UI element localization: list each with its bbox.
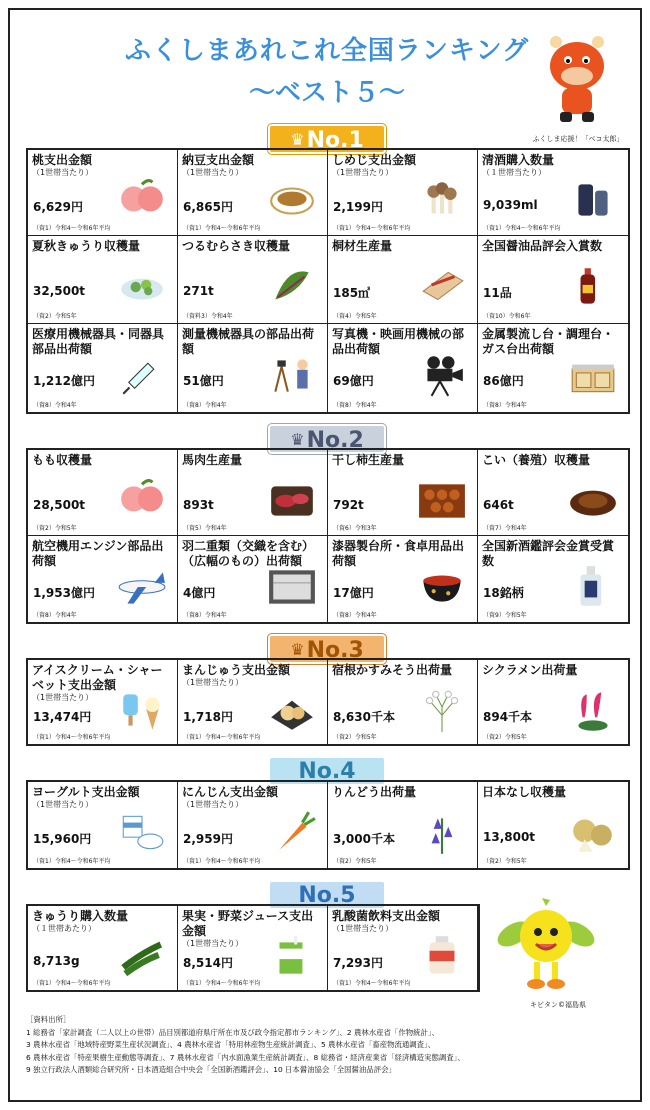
item-subtitle: （1世帯当たり） <box>332 168 394 177</box>
rank-3-label: No.3 <box>306 638 364 663</box>
item-source: （資1）令和4〜令和6年平均 <box>333 980 411 987</box>
cucumber-dish-icon <box>113 262 171 312</box>
item-value: 86億円 <box>483 374 524 388</box>
ranking-cell <box>28 782 178 868</box>
geta-icon <box>413 262 471 312</box>
rank-2-label: No.2 <box>306 428 364 453</box>
item-source: （資2）令和5年 <box>33 525 77 532</box>
ranking-cell <box>178 536 328 622</box>
item-title: にんじん支出金額 <box>182 785 279 799</box>
item-value: 28,500t <box>33 498 86 512</box>
item-title: 桃支出金額 <box>32 153 93 167</box>
crown-icon: ♛ <box>290 430 305 449</box>
item-subtitle: （1世帯当たり） <box>32 800 94 809</box>
item-title: 清酒購入数量 <box>482 153 555 167</box>
item-value: 9,039ml <box>483 198 538 212</box>
gypsophila-icon <box>413 686 471 736</box>
ranking-cell <box>328 324 478 412</box>
ranking-cell <box>478 150 628 236</box>
item-source: （資2）令和5年 <box>483 858 527 865</box>
carp-dish-icon <box>564 476 622 526</box>
ranking-cell <box>478 536 628 622</box>
dried-persimmon-icon <box>413 476 471 526</box>
sources-heading: ［資料出所］ <box>26 1015 71 1024</box>
item-title: 桐材生産量 <box>332 239 393 253</box>
item-title: 写真機・映画用機械の部品出荷額 <box>332 327 465 356</box>
item-title: きゅうり購入数量 <box>32 909 129 923</box>
item-source: （資5）令和4年 <box>183 525 227 532</box>
ranking-cell <box>478 324 628 412</box>
crown-icon: ♛ <box>290 130 305 149</box>
item-source: （資8）令和4年 <box>333 612 377 619</box>
item-source: （資1）令和4〜令和6年平均 <box>33 858 111 865</box>
crown-icon: ♛ <box>290 640 305 659</box>
item-value: 271t <box>183 284 214 298</box>
juice-icon <box>263 932 321 982</box>
ranking-cell <box>328 536 478 622</box>
poster <box>8 8 642 1102</box>
syringe-icon <box>113 350 171 400</box>
ranking-cell <box>178 150 328 236</box>
item-source: （資8）令和4年 <box>183 402 227 409</box>
rank-5-label: No.5 <box>298 883 356 908</box>
item-value: 6,629円 <box>33 200 83 214</box>
item-value: 894千本 <box>483 710 533 724</box>
item-title: 医療用機械器具・同器具部品出荷額 <box>32 327 165 356</box>
item-title: 納豆支出金額 <box>182 153 255 167</box>
item-value: 32,500t <box>33 284 86 298</box>
item-title: 日本なし収穫量 <box>482 785 567 799</box>
loom-icon <box>263 562 321 612</box>
rank-5-grid <box>26 904 480 992</box>
ranking-cell <box>28 660 178 744</box>
item-title: 宿根かすみそう出荷量 <box>332 663 453 677</box>
item-source: （資2）令和5年 <box>483 734 527 741</box>
item-subtitle: （１世帯当たり） <box>482 168 546 177</box>
movie-camera-icon <box>413 350 471 400</box>
item-value: 11品 <box>483 286 512 300</box>
item-source: （資1）令和4〜令和6年平均 <box>33 734 111 741</box>
item-source: （資1）令和4〜令和6年平均 <box>183 734 261 741</box>
item-subtitle: （1世帯当たり） <box>182 168 244 177</box>
item-title: しめじ支出金額 <box>332 153 417 167</box>
item-value: 18銘柄 <box>483 586 524 600</box>
ranking-cell <box>328 906 478 990</box>
item-value: 51億円 <box>183 374 224 388</box>
item-subtitle: （1世帯当たり） <box>32 168 94 177</box>
item-source: （資9）令和5年 <box>483 612 527 619</box>
item-source: （資10）令和6年 <box>483 313 531 320</box>
item-source: （資8）令和4年 <box>33 612 77 619</box>
item-value: 6,865円 <box>183 200 233 214</box>
item-value: 4億円 <box>183 586 216 600</box>
item-value: 1,953億円 <box>33 586 95 600</box>
source-line: 3 農林水産省「地域特産野菜生産状況調査」、4 農林水産省「特用林産物生産統計調査」、5 農林水産省「畜産物流通調査」、 <box>26 1040 436 1049</box>
item-value: 792t <box>333 498 364 512</box>
mascot2-caption: キビタン©福島県 <box>530 1001 586 1009</box>
item-value: 646t <box>483 498 514 512</box>
ranking-cell <box>178 324 328 412</box>
cyclamen-icon <box>564 686 622 736</box>
item-source: （資1）令和4〜令和6年平均 <box>483 225 561 232</box>
ranking-cell <box>478 782 628 868</box>
kitchen-icon <box>564 350 622 400</box>
ice-cream-icon <box>113 686 171 736</box>
cucumber-icon <box>113 932 171 982</box>
item-subtitle: （1世帯当たり） <box>182 678 244 687</box>
horse-meat-icon <box>263 476 321 526</box>
item-source: （資6）令和3年 <box>333 525 377 532</box>
gentian-icon <box>413 808 471 858</box>
ranking-cell <box>328 150 478 236</box>
item-title: 干し柿生産量 <box>332 453 405 467</box>
item-source: （資8）令和4年 <box>483 402 527 409</box>
item-value: 185㎥ <box>333 286 371 300</box>
sources-section <box>26 1014 630 1077</box>
item-value: 8,713g <box>33 954 80 968</box>
item-value: 1,212億円 <box>33 374 95 388</box>
ranking-cell <box>478 660 628 744</box>
item-source: （資1）令和4〜令和6年平均 <box>33 980 111 987</box>
item-source: （資2）令和5年 <box>333 734 377 741</box>
pear-icon <box>564 808 622 858</box>
item-title: 果実・野菜ジュース支出金額 <box>182 909 314 938</box>
item-value: 2,959円 <box>183 832 233 846</box>
airplane-icon <box>113 562 171 612</box>
peach-icon <box>113 476 171 526</box>
item-source: （資7）令和4年 <box>483 525 527 532</box>
peach-icon <box>113 176 171 226</box>
ranking-cell <box>178 450 328 536</box>
source-line: 1 総務省「家計調査（二人以上の世帯）品目別都道府県庁所在市及び政令指定都市ランキング」、2 農林水産省「作物統計」、 <box>26 1027 439 1037</box>
ranking-cell <box>478 236 628 324</box>
source-line: 9 独立行政法人酒類総合研究所・日本酒造組合中央会「全国新酒鑑評会」、10 日本醤油協会「全国醤油品評会」 <box>26 1065 396 1074</box>
ranking-cell <box>328 450 478 536</box>
item-value: 8,630千本 <box>333 710 395 724</box>
item-title: 羽二重類（交織を含む）（広幅のもの）出荷額 <box>182 539 315 568</box>
item-title: 金属製流し台・調理台・ガス台出荷額 <box>482 327 615 356</box>
item-source: （資8）令和4年 <box>33 402 77 409</box>
item-title: つるむらさき収穫量 <box>182 239 291 253</box>
lactic-drink-icon <box>413 932 471 982</box>
item-value: 15,960円 <box>33 832 92 846</box>
item-title: 全国醤油品評会入賞数 <box>482 239 603 253</box>
item-source: （資1）令和4〜令和6年平均 <box>33 225 111 232</box>
ranking-cell <box>178 782 328 868</box>
ranking-cell <box>28 150 178 236</box>
ranking-cell <box>178 906 328 990</box>
item-subtitle: （１世帯あたり） <box>32 924 96 933</box>
ranking-cell <box>178 236 328 324</box>
ranking-cell <box>328 660 478 744</box>
item-source: （資2）令和5年 <box>33 313 77 320</box>
item-source: （資8）令和4年 <box>333 402 377 409</box>
item-title: まんじゅう支出金額 <box>182 663 291 677</box>
lacquer-bowl-icon <box>413 562 471 612</box>
ranking-cell <box>28 906 178 990</box>
rank-1-grid <box>26 148 630 414</box>
item-value: 1,718円 <box>183 710 233 724</box>
item-source: （資1）令和4〜令和6年平均 <box>183 858 261 865</box>
item-value: 3,000千本 <box>333 832 395 846</box>
item-title: 馬肉生産量 <box>182 453 243 467</box>
natto-icon <box>263 176 321 226</box>
surveyor-icon <box>263 350 321 400</box>
rank-4-label: No.4 <box>298 759 356 784</box>
item-value: 893t <box>183 498 214 512</box>
ranking-cell <box>328 782 478 868</box>
item-source: （資1）令和4〜令和6年平均 <box>183 980 261 987</box>
page-title: ふくしまあれこれ全国ランキング <box>124 36 530 66</box>
item-title: もも収穫量 <box>32 453 93 467</box>
item-source: （資1）令和4〜令和6年平均 <box>333 225 411 232</box>
item-title: ヨーグルト支出金額 <box>32 785 140 799</box>
item-source: （資8）令和4年 <box>183 612 227 619</box>
ranking-cell <box>28 450 178 536</box>
sake-bottle-icon <box>564 562 622 612</box>
carrot-icon <box>263 808 321 858</box>
item-title: 夏秋きゅうり収穫量 <box>32 239 141 253</box>
greens-icon <box>263 262 321 312</box>
ranking-cell <box>328 236 478 324</box>
yogurt-icon <box>113 808 171 858</box>
kibitan-mascot-icon <box>494 894 598 994</box>
item-title: りんどう出荷量 <box>332 785 417 799</box>
item-title: 測量機械器具の部品出荷額 <box>182 327 315 356</box>
item-title: 漆器製台所・食卓用品出荷額 <box>332 539 465 568</box>
item-title: 航空機用エンジン部品出荷額 <box>32 539 164 568</box>
item-value: 13,800t <box>483 830 536 844</box>
shimeji-icon <box>413 176 471 226</box>
manju-icon <box>263 686 321 736</box>
item-source: （資1）令和4〜令和6年平均 <box>183 225 261 232</box>
ranking-cell <box>478 450 628 536</box>
ranking-cell <box>28 324 178 412</box>
item-subtitle: （1世帯当たり） <box>182 939 244 948</box>
mascot-caption: ふくしま応援！「ベコ太郎」 <box>532 135 624 143</box>
item-value: 13,474円 <box>33 710 92 724</box>
item-value: 2,199円 <box>333 200 383 214</box>
ranking-cell <box>178 660 328 744</box>
item-source: （資料3）令和4年 <box>183 313 233 320</box>
item-title: シクラメン出荷量 <box>482 663 578 677</box>
item-value: 7,293円 <box>333 956 383 970</box>
soy-sauce-icon <box>564 262 622 312</box>
source-line: 6 農林水産省「特産果樹生産動態等調査」、7 農林水産省「内水面漁業生産統計調査」、8 総務省・経済産業省「経済構造実態調査」、 <box>26 1052 465 1062</box>
item-source: （資2）令和5年 <box>333 858 377 865</box>
rank-3-grid <box>26 658 630 746</box>
item-subtitle: （1世帯当たり） <box>182 800 244 809</box>
item-title: アイスクリーム・シャーベット支出金額 <box>32 663 163 692</box>
ranking-cell <box>28 236 178 324</box>
ranking-cell <box>28 536 178 622</box>
item-subtitle: （1世帯当たり） <box>332 924 394 933</box>
beko-taro-mascot-icon <box>542 28 612 128</box>
page-subtitle: 〜ベスト５〜 <box>248 78 405 108</box>
item-title: こい（養殖）収穫量 <box>482 453 591 467</box>
item-value: 69億円 <box>333 374 374 388</box>
item-title: 乳酸菌飲料支出金額 <box>332 909 441 923</box>
item-source: （資4）令和5年 <box>333 313 377 320</box>
item-value: 8,514円 <box>183 956 233 970</box>
rank-2-grid <box>26 448 630 624</box>
item-subtitle: （1世帯当たり） <box>32 693 94 702</box>
item-value: 17億円 <box>333 586 374 600</box>
item-title: 全国新酒鑑評会金賞受賞数 <box>482 539 615 568</box>
rank-4-grid <box>26 780 630 870</box>
sake-icon <box>564 176 622 226</box>
rank-1-label: No.1 <box>306 128 364 153</box>
